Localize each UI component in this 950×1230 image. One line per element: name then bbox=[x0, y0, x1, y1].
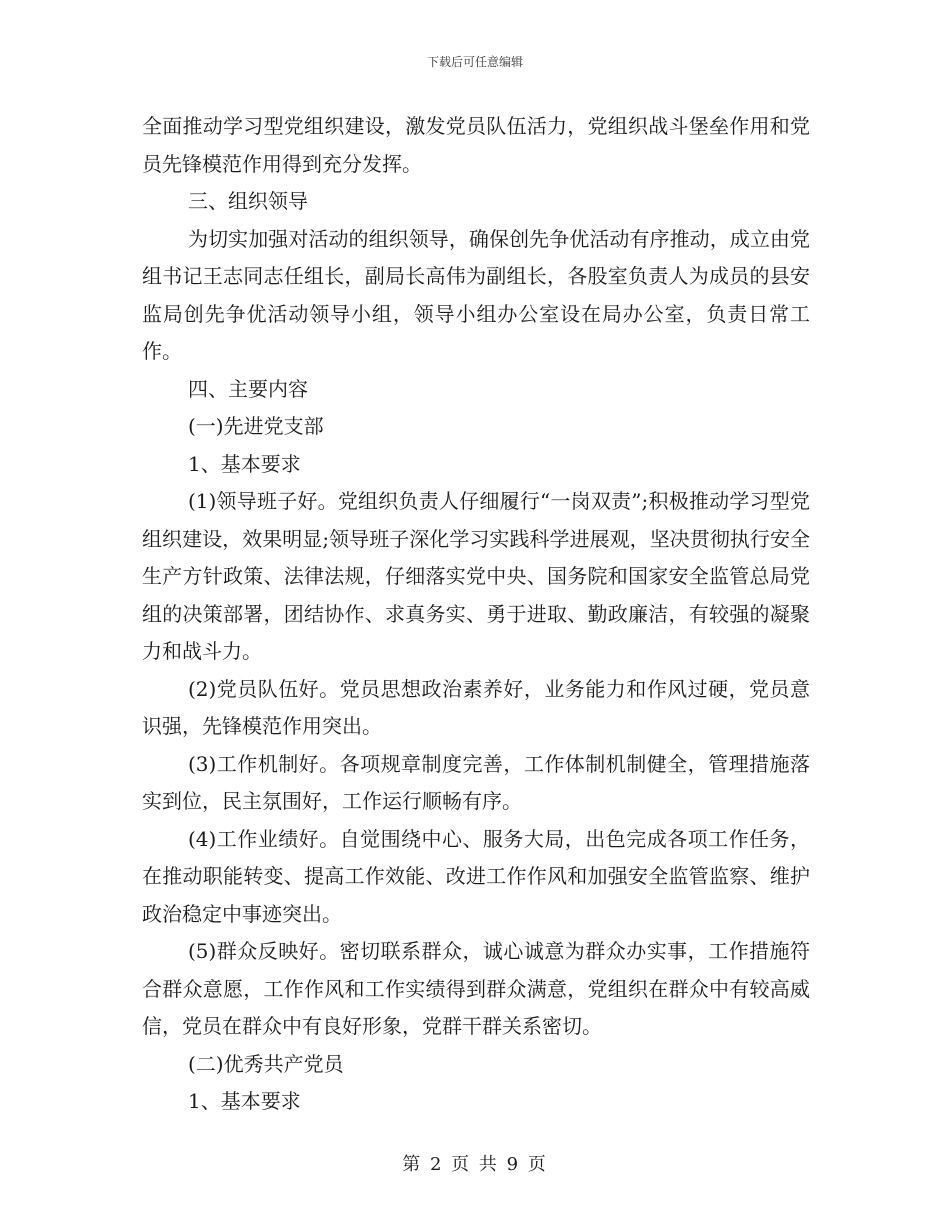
paragraph: (1)领导班子好。党组织负责人仔细履行“一岗双责”;积极推动学习型党组织建设，效果明显;领导班子深化学习实践科学进展观，坚决贯彻执行安全生产方针政策、法律法规，仔细落实党中央、国务院和国家安全监管总局党组的决策部署，团结协作、求真务实、勇于进取、勤政廉洁，有较强的凝聚力和战斗力。 bbox=[142, 489, 810, 663]
page-header-note: 下载后可任意编辑 bbox=[426, 55, 523, 69]
paragraph: (2)党员队伍好。党员思想政治素养好，业务能力和作风过硬，党员意识强，先锋模范作用突出。 bbox=[142, 676, 810, 738]
paragraph: (3)工作机制好。各项规章制度完善，工作体制机制健全，管理措施落实到位，民主氛围好，工作运行顺畅有序。 bbox=[142, 751, 810, 813]
paragraph: 全面推动学习型党组织建设，激发党员队伍活力，党组织战斗堡垒作用和党员先锋模范作用得到充分发挥。 bbox=[142, 114, 810, 176]
section-heading: 三、组织领导 bbox=[188, 189, 308, 213]
paragraph: 为切实加强对活动的组织领导，确保创先争优活动有序推动，成立由党组书记王志同志任组长，副局长高伟为副组长，各股室负责人为成员的县安监局创先争优活动领导小组，领导小组办公室设在局办公室，负责日常工作。 bbox=[142, 226, 810, 363]
subsection-heading: (二)优秀共产党员 bbox=[188, 1051, 344, 1076]
paragraph: (4)工作业绩好。自觉围绕中心、服务大局，出色完成各项工作任务，在推动职能转变、提高工作效能、改进工作作风和加强安全监管监察、维护政治稳定中事迹突出。 bbox=[142, 826, 810, 926]
subsection-heading: (一)先进党支部 bbox=[188, 414, 324, 438]
item-heading: 1、基本要求 bbox=[188, 1089, 301, 1113]
document-body bbox=[142, 108, 810, 1121]
item-heading: 1、基本要求 bbox=[188, 451, 301, 476]
paragraph: (5)群众反映好。密切联系群众，诚心诚意为群众办实事，工作措施符合群众意愿，工作作风和工作实绩得到群众满意，党组织在群众中有较高威信，党员在群众中有良好形象，党群干群关系密切。 bbox=[142, 939, 810, 1038]
section-heading: 四、主要内容 bbox=[188, 376, 308, 401]
page-number: 第 2 页 共 9 页 bbox=[402, 1154, 548, 1175]
